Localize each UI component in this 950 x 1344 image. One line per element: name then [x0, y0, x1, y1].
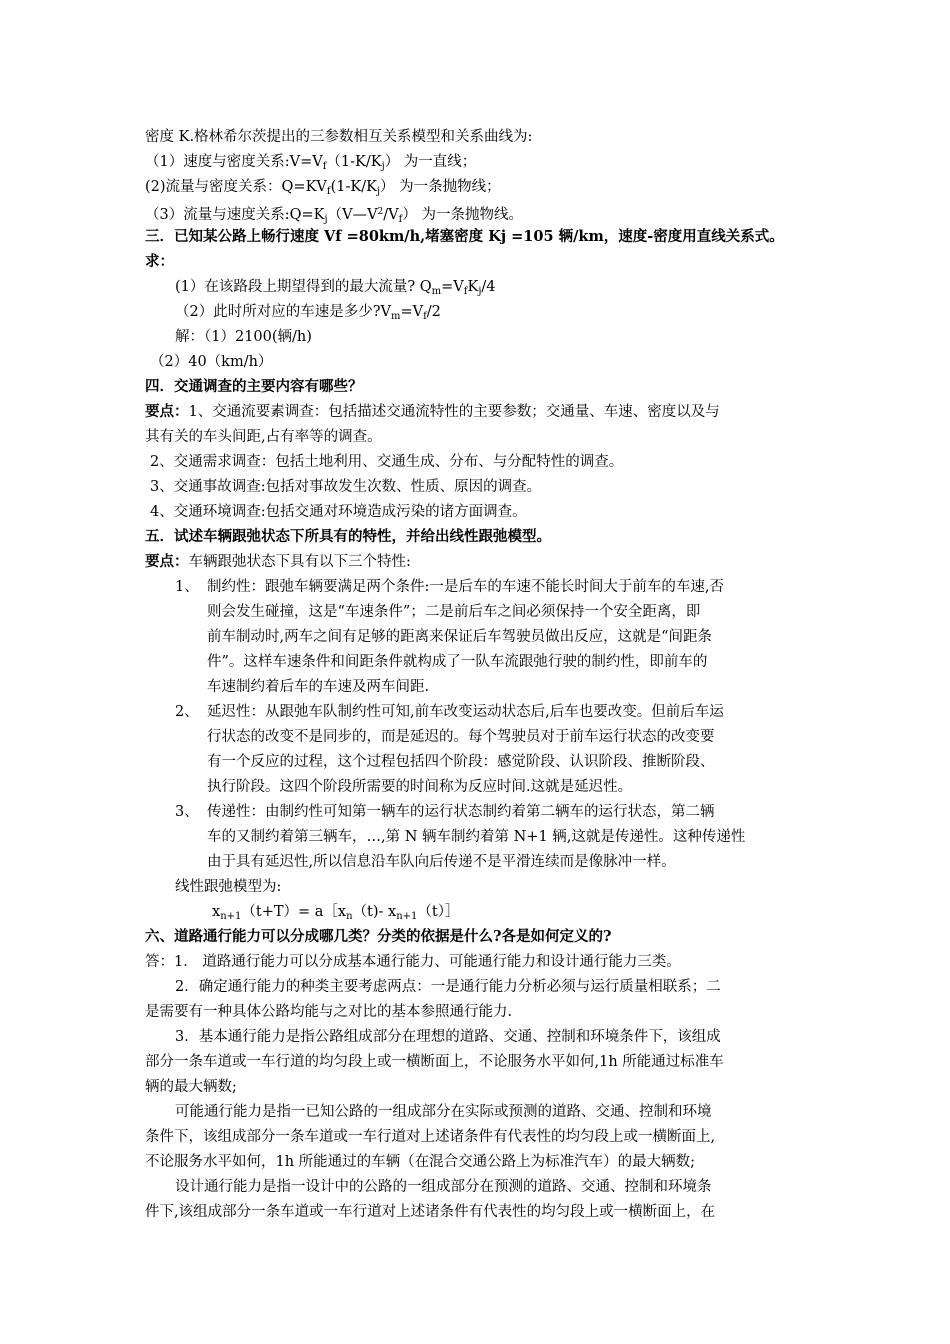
- text-line: 车的又制约着第三辆车，…,第 N 辆车制约着第 N+1 辆,这就是传递性。这种传递性: [207, 829, 746, 845]
- text-line: 前车制动时,两车之间有足够的距离来保证后车驾驶员做出反应，这就是“间距条: [207, 629, 713, 645]
- text-line: 部分一条车道或一车行道的均匀段上或一横断面上，不论服务水平如何,1h 所能通过标准车: [145, 1054, 724, 1070]
- text-line: 3．基本通行能力是指公路组成部分在理想的道路、交通、控制和环境条件下，该组成: [175, 1029, 721, 1045]
- text-line: 4、交通环境调查:包括交通对环境造成污染的诸方面调查。: [150, 504, 527, 520]
- text-line: 要点：1、交通流要素调查：包括描述交通流特性的主要参数；交通量、车速、密度以及与: [145, 403, 720, 420]
- section-heading: 五．试述车辆跟弛状态下所具有的特性，并给出线性跟弛模型。: [145, 528, 551, 545]
- text-line: 件下,该组成部分一条车道或一车行道对上述诸条件有代表性的均匀段上或一横断面上，在: [145, 1204, 716, 1220]
- list-number: 3、: [175, 804, 199, 820]
- text-line: （2）40（km/h）: [150, 354, 273, 370]
- text-line: 执行阶段。这四个阶段所需要的时间称为反应时间.这就是延迟性。: [207, 779, 633, 795]
- text-line: （1）速度与密度关系$:V=V_f(1-K/K_j)$ 为一直线；: [145, 154, 477, 172]
- text-line: 制约性：跟弛车辆要满足两个条件:一是后车的车速不能长时间大于前车的车速,否: [207, 579, 724, 595]
- text-line: (1）在该路段上期望得到的最大流量? $Q_m=V_fK_j/4$: [175, 279, 496, 297]
- text-line: 答：1． 道路通行能力可以分成基本通行能力、可能通行能力和设计通行能力三类。: [145, 954, 681, 970]
- text-line: 可能通行能力是指一已知公路的一组成部分在实际或预测的道路、交通、控制和环境: [175, 1104, 712, 1120]
- text-line: 要点：车辆跟弛状态下具有以下三个特性:: [145, 553, 411, 570]
- text-line: 车速制约着后车的车速及两车间距.: [207, 679, 430, 695]
- section-heading: 四．交通调查的主要内容有哪些？: [145, 378, 363, 395]
- list-number: 1、: [175, 579, 199, 595]
- text-line: (2)流量与密度关系：$Q=KV_f(1-K/K_j)$ 为一条抛物线；: [145, 179, 501, 197]
- text-line: （2）此时所对应的车速是多少$?V_m=V_f/2$: [175, 304, 441, 322]
- text-line: 3、交通事故调查:包括对事故发生次数、性质、原因的调查。: [150, 479, 542, 495]
- text-line: 密度 K.格林希尔茨提出的三参数相互关系模型和关系曲线为:: [145, 129, 533, 145]
- text-line: 延迟性：从跟弛车队制约性可知,前车改变运动状态后,后车也要改变。但前后车运: [207, 704, 724, 720]
- text-line: 2．确定通行能力的种类主要考虑两点：一是通行能力分析必须与运行质量相联系；二: [175, 979, 721, 995]
- text-line: 其有关的车头间距,占有率等的调查。: [145, 429, 382, 445]
- text-line: 是需要有一种具体公路均能与之对比的基本参照通行能力.: [145, 1004, 513, 1020]
- text-line: 传递性：由制约性可知第一辆车的运行状态制约着第二辆车的运行状态，第二辆: [207, 804, 715, 820]
- text-line: 由于具有延迟性,所以信息沿车队向后传递不是平滑连续而是像脉冲一样。: [207, 854, 676, 870]
- text-line: 辆的最大辆数;: [145, 1079, 237, 1095]
- text-line: 则会发生碰撞，这是“车速条件”；二是前后车之间必须保持一个安全距离，即: [207, 604, 701, 620]
- list-number: 2、: [175, 704, 199, 720]
- text-line: 有一个反应的过程，这个过程包括四个阶段：感觉阶段、认识阶段、推断阶段、: [207, 754, 715, 770]
- text-line: 条件下，该组成部分一条车道或一车行道对上述诸条件有代表性的均匀段上或一横断面上,: [145, 1129, 716, 1145]
- section-heading: 求：: [145, 253, 174, 270]
- section-heading: 六、道路通行能力可以分成哪几类？分类的依据是什么?各是如何定义的?: [145, 928, 612, 945]
- text-line: 2、交通需求调查：包括土地利用、交通生成、分布、与分配特性的调查。: [150, 454, 624, 470]
- text-line: 设计通行能力是指一设计中的公路的一组成部分在预测的道路、交通、控制和环境条: [175, 1179, 712, 1195]
- text-line: 行状态的改变不是同步的，而是延迟的。每个驾驶员对于前车运行状态的改变要: [207, 729, 715, 745]
- formula-line: $x_{n+1}(t+T)=$ $a[x_n(t)-$ $x_{n+1}(t)]$: [212, 904, 460, 922]
- text-line: 件”。这样车速条件和间距条件就构成了一队车流跟弛行驶的制约性，即前车的: [207, 654, 708, 670]
- text-line: （3）流量与速度关系$:Q=K_j(V—V^2/V_f)$ 为一条抛物线。: [145, 207, 523, 225]
- section-heading: 三．已知某公路上畅行速度 Vf =80km/h,堵塞密度 Kj =105 辆/km，速度-密度用直线关系式。: [145, 228, 784, 245]
- text-line: 不论服务水平如何，1h 所能通过的车辆（在混合交通公路上为标准汽车）的最大辆数;: [145, 1154, 696, 1170]
- text-line: 线性跟弛模型为:: [175, 879, 282, 895]
- text-line: 解：（1）2100(辆/h): [175, 329, 312, 345]
